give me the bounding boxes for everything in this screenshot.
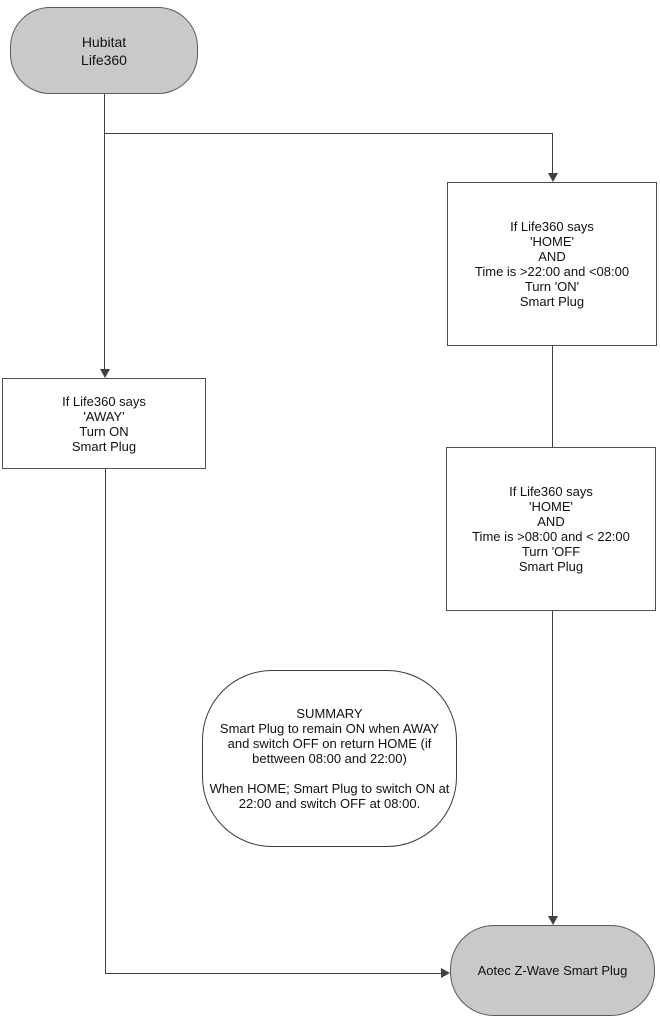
home-day-line1: If Life360 says xyxy=(509,484,593,499)
summary-para1-line3: bettween 08:00 and 22:00) xyxy=(252,751,407,766)
home-day-line4: Time is >08:00 and < 22:00 xyxy=(472,529,630,544)
connector-branch-to-home-night xyxy=(552,133,553,173)
arrowhead-into-away-box xyxy=(100,369,110,378)
home-night-line3: AND xyxy=(538,249,566,264)
arrowhead-into-home-night-box xyxy=(548,173,558,182)
home-night-line4: Time is >22:00 and <08:00 xyxy=(474,264,630,279)
end-node-label: Aotec Z-Wave Smart Plug xyxy=(477,963,628,978)
home-night-line2: 'HOME' xyxy=(530,234,574,249)
home-night-line1: If Life360 says xyxy=(510,219,594,234)
summary-note xyxy=(202,670,457,847)
start-node-line2: Life360 xyxy=(81,51,127,68)
away-line2: 'AWAY' xyxy=(83,408,125,424)
connector-branch-horizontal xyxy=(104,133,553,134)
summary-para1-line1: Smart Plug to remain ON when AWAY xyxy=(219,721,440,736)
process-box-home-day-rule xyxy=(446,447,656,611)
start-node-line1: Hubitat xyxy=(81,33,127,50)
summary-para2-line2: 22:00 and switch OFF at 08:00. xyxy=(238,796,421,811)
home-day-line2: 'HOME' xyxy=(529,499,573,514)
away-line1: If Life360 says xyxy=(62,393,146,409)
arrowhead-into-end-top xyxy=(548,916,558,925)
arrowhead-into-end-left xyxy=(441,968,450,978)
away-line4: Smart Plug xyxy=(71,438,137,454)
home-night-line6: Smart Plug xyxy=(519,294,585,309)
connector-away-down xyxy=(105,469,106,974)
home-day-line6: Smart Plug xyxy=(518,559,584,574)
process-box-home-night-rule xyxy=(447,182,657,346)
connector-home-day-to-end xyxy=(552,611,553,916)
process-box-away-rule xyxy=(2,378,206,469)
summary-para1-line2: and switch OFF on return HOME (if xyxy=(227,736,432,751)
summary-para2-line1: When HOME; Smart Plug to switch ON at xyxy=(209,781,450,796)
home-night-line5: Turn 'ON' xyxy=(524,279,580,294)
home-day-line3: AND xyxy=(537,514,565,529)
start-node-hubitat-life360 xyxy=(10,7,198,94)
end-node-aotec-smart-plug xyxy=(450,925,655,1016)
connector-start-to-away xyxy=(104,94,105,369)
away-line3: Turn ON xyxy=(79,423,129,439)
summary-title: SUMMARY xyxy=(296,706,363,721)
home-day-line5: Turn 'OFF xyxy=(521,544,581,559)
connector-home-night-to-home-day xyxy=(552,346,553,447)
connector-away-to-end xyxy=(105,973,441,974)
